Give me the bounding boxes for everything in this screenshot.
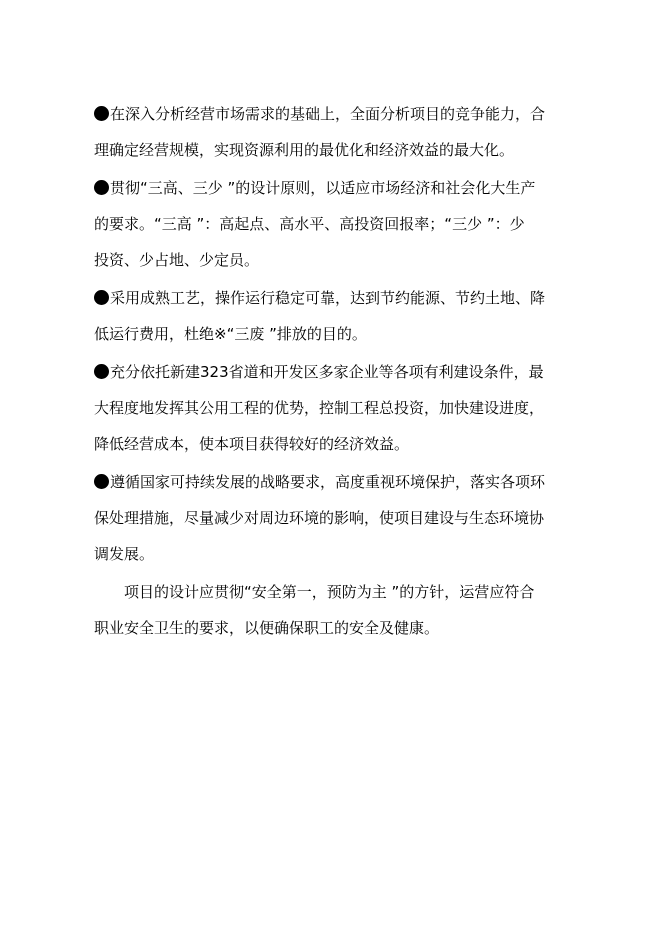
bullet-paragraph-4 bbox=[94, 354, 566, 462]
bullet-icon bbox=[94, 106, 109, 121]
text-line: 保处理措施，尽量减少对周边环境的影响，使项目建设与生态环境协 bbox=[94, 509, 545, 527]
line-text: 遵循国家可持续发展的战略要求，高度重视环境保护，落实各项环 bbox=[110, 473, 546, 491]
bullet-paragraph-2 bbox=[94, 170, 566, 278]
text-line: 职业安全卫生的要求，以便确保职工的安全及健康。 bbox=[94, 619, 440, 637]
bullet-icon bbox=[94, 364, 109, 379]
bullet-paragraph-5 bbox=[94, 464, 566, 572]
text-line: 的要求。“三高 ”：高起点、高水平、高投资回报率；“三少 ”：少 bbox=[94, 215, 525, 233]
closing-paragraph bbox=[94, 574, 566, 646]
text-line: 项目的设计应贯彻“安全第一，预防为主 ”的方针，运营应符合 bbox=[124, 583, 535, 601]
bullet-paragraph-1 bbox=[94, 96, 566, 168]
text-line bbox=[94, 96, 566, 132]
line-text: 贯彻“三高、三少 ”的设计原则，以适应市场经济和社会化大生产 bbox=[110, 179, 536, 197]
text-line: 投资、少占地、少定员。 bbox=[94, 251, 260, 269]
line-text: 在深入分析经营市场需求的基础上，全面分析项目的竞争能力，合 bbox=[110, 105, 546, 123]
text-line bbox=[94, 170, 566, 206]
text-line: 理确定经营规模，实现资源利用的最优化和经济效益的最大化。 bbox=[94, 141, 515, 159]
text-line: 降低经营成本，使本项目获得较好的经济效益。 bbox=[94, 435, 410, 453]
text-line bbox=[94, 354, 566, 390]
text-line: 大程度地发挥其公用工程的优势，控制工程总投资，加快建设进度， bbox=[94, 399, 545, 417]
text-line: 低运行费用，杜绝※“三废 ”排放的目的。 bbox=[94, 325, 367, 343]
text-line bbox=[94, 464, 566, 500]
line-text: 充分依托新建323省道和开发区多家企业等各项有利建设条件，最 bbox=[110, 363, 544, 381]
document-body bbox=[94, 96, 566, 646]
bullet-paragraph-3 bbox=[94, 280, 566, 352]
bullet-icon bbox=[94, 180, 109, 195]
text-line bbox=[94, 280, 566, 316]
bullet-icon bbox=[94, 474, 109, 489]
line-text: 采用成熟工艺，操作运行稳定可靠，达到节约能源、节约土地、降 bbox=[110, 289, 546, 307]
bullet-icon bbox=[94, 290, 109, 305]
text-line: 调发展。 bbox=[94, 545, 155, 563]
